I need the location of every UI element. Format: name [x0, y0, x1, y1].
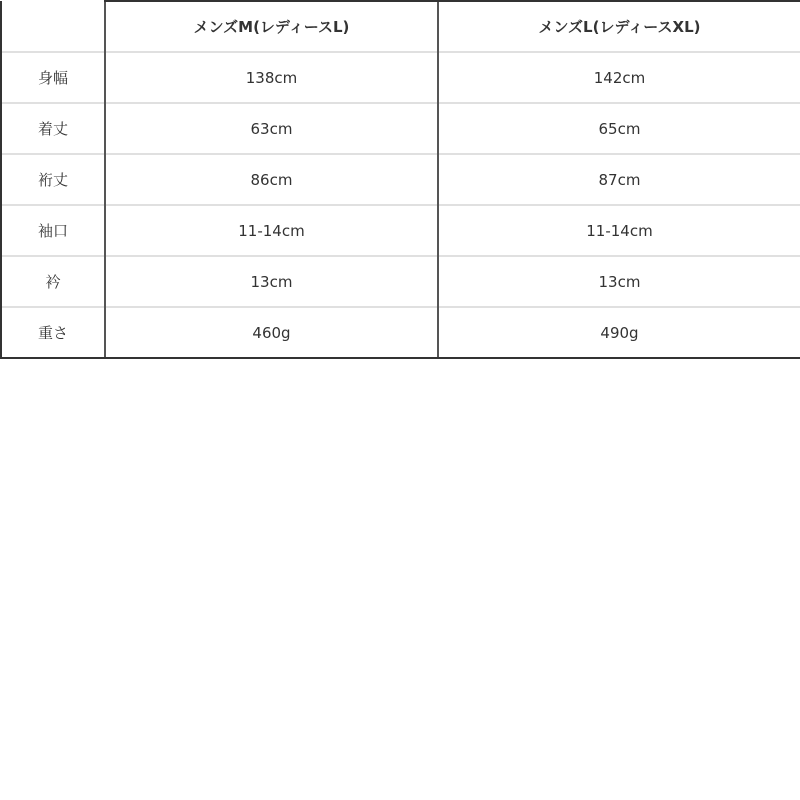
row-label: 衿 [1, 256, 105, 307]
cell-value: 138cm [105, 52, 438, 103]
row-label: 袖口 [1, 205, 105, 256]
cell-value: 65cm [438, 103, 800, 154]
cell-value: 11-14cm [438, 205, 800, 256]
cell-value: 13cm [105, 256, 438, 307]
table-row-yukitake [1, 154, 800, 205]
cell-value: 63cm [105, 103, 438, 154]
cell-value: 11-14cm [105, 205, 438, 256]
row-label: 重さ [1, 307, 105, 358]
table-row-sodeguchi [1, 205, 800, 256]
corner-cell [1, 1, 105, 52]
table-row-omosa [1, 307, 800, 358]
table-row-kitake [1, 103, 800, 154]
header-row [1, 1, 800, 52]
table-row-eri [1, 256, 800, 307]
col-header-mens-l: メンズL(レディースXL) [438, 1, 800, 52]
cell-value: 460g [105, 307, 438, 358]
row-label: 着丈 [1, 103, 105, 154]
size-chart-table [0, 0, 800, 359]
cell-value: 87cm [438, 154, 800, 205]
row-label: 身幅 [1, 52, 105, 103]
cell-value: 86cm [105, 154, 438, 205]
cell-value: 142cm [438, 52, 800, 103]
cell-value: 490g [438, 307, 800, 358]
table-row-miharaba [1, 52, 800, 103]
cell-value: 13cm [438, 256, 800, 307]
row-label: 裄丈 [1, 154, 105, 205]
col-header-mens-m: メンズM(レディースL) [105, 1, 438, 52]
